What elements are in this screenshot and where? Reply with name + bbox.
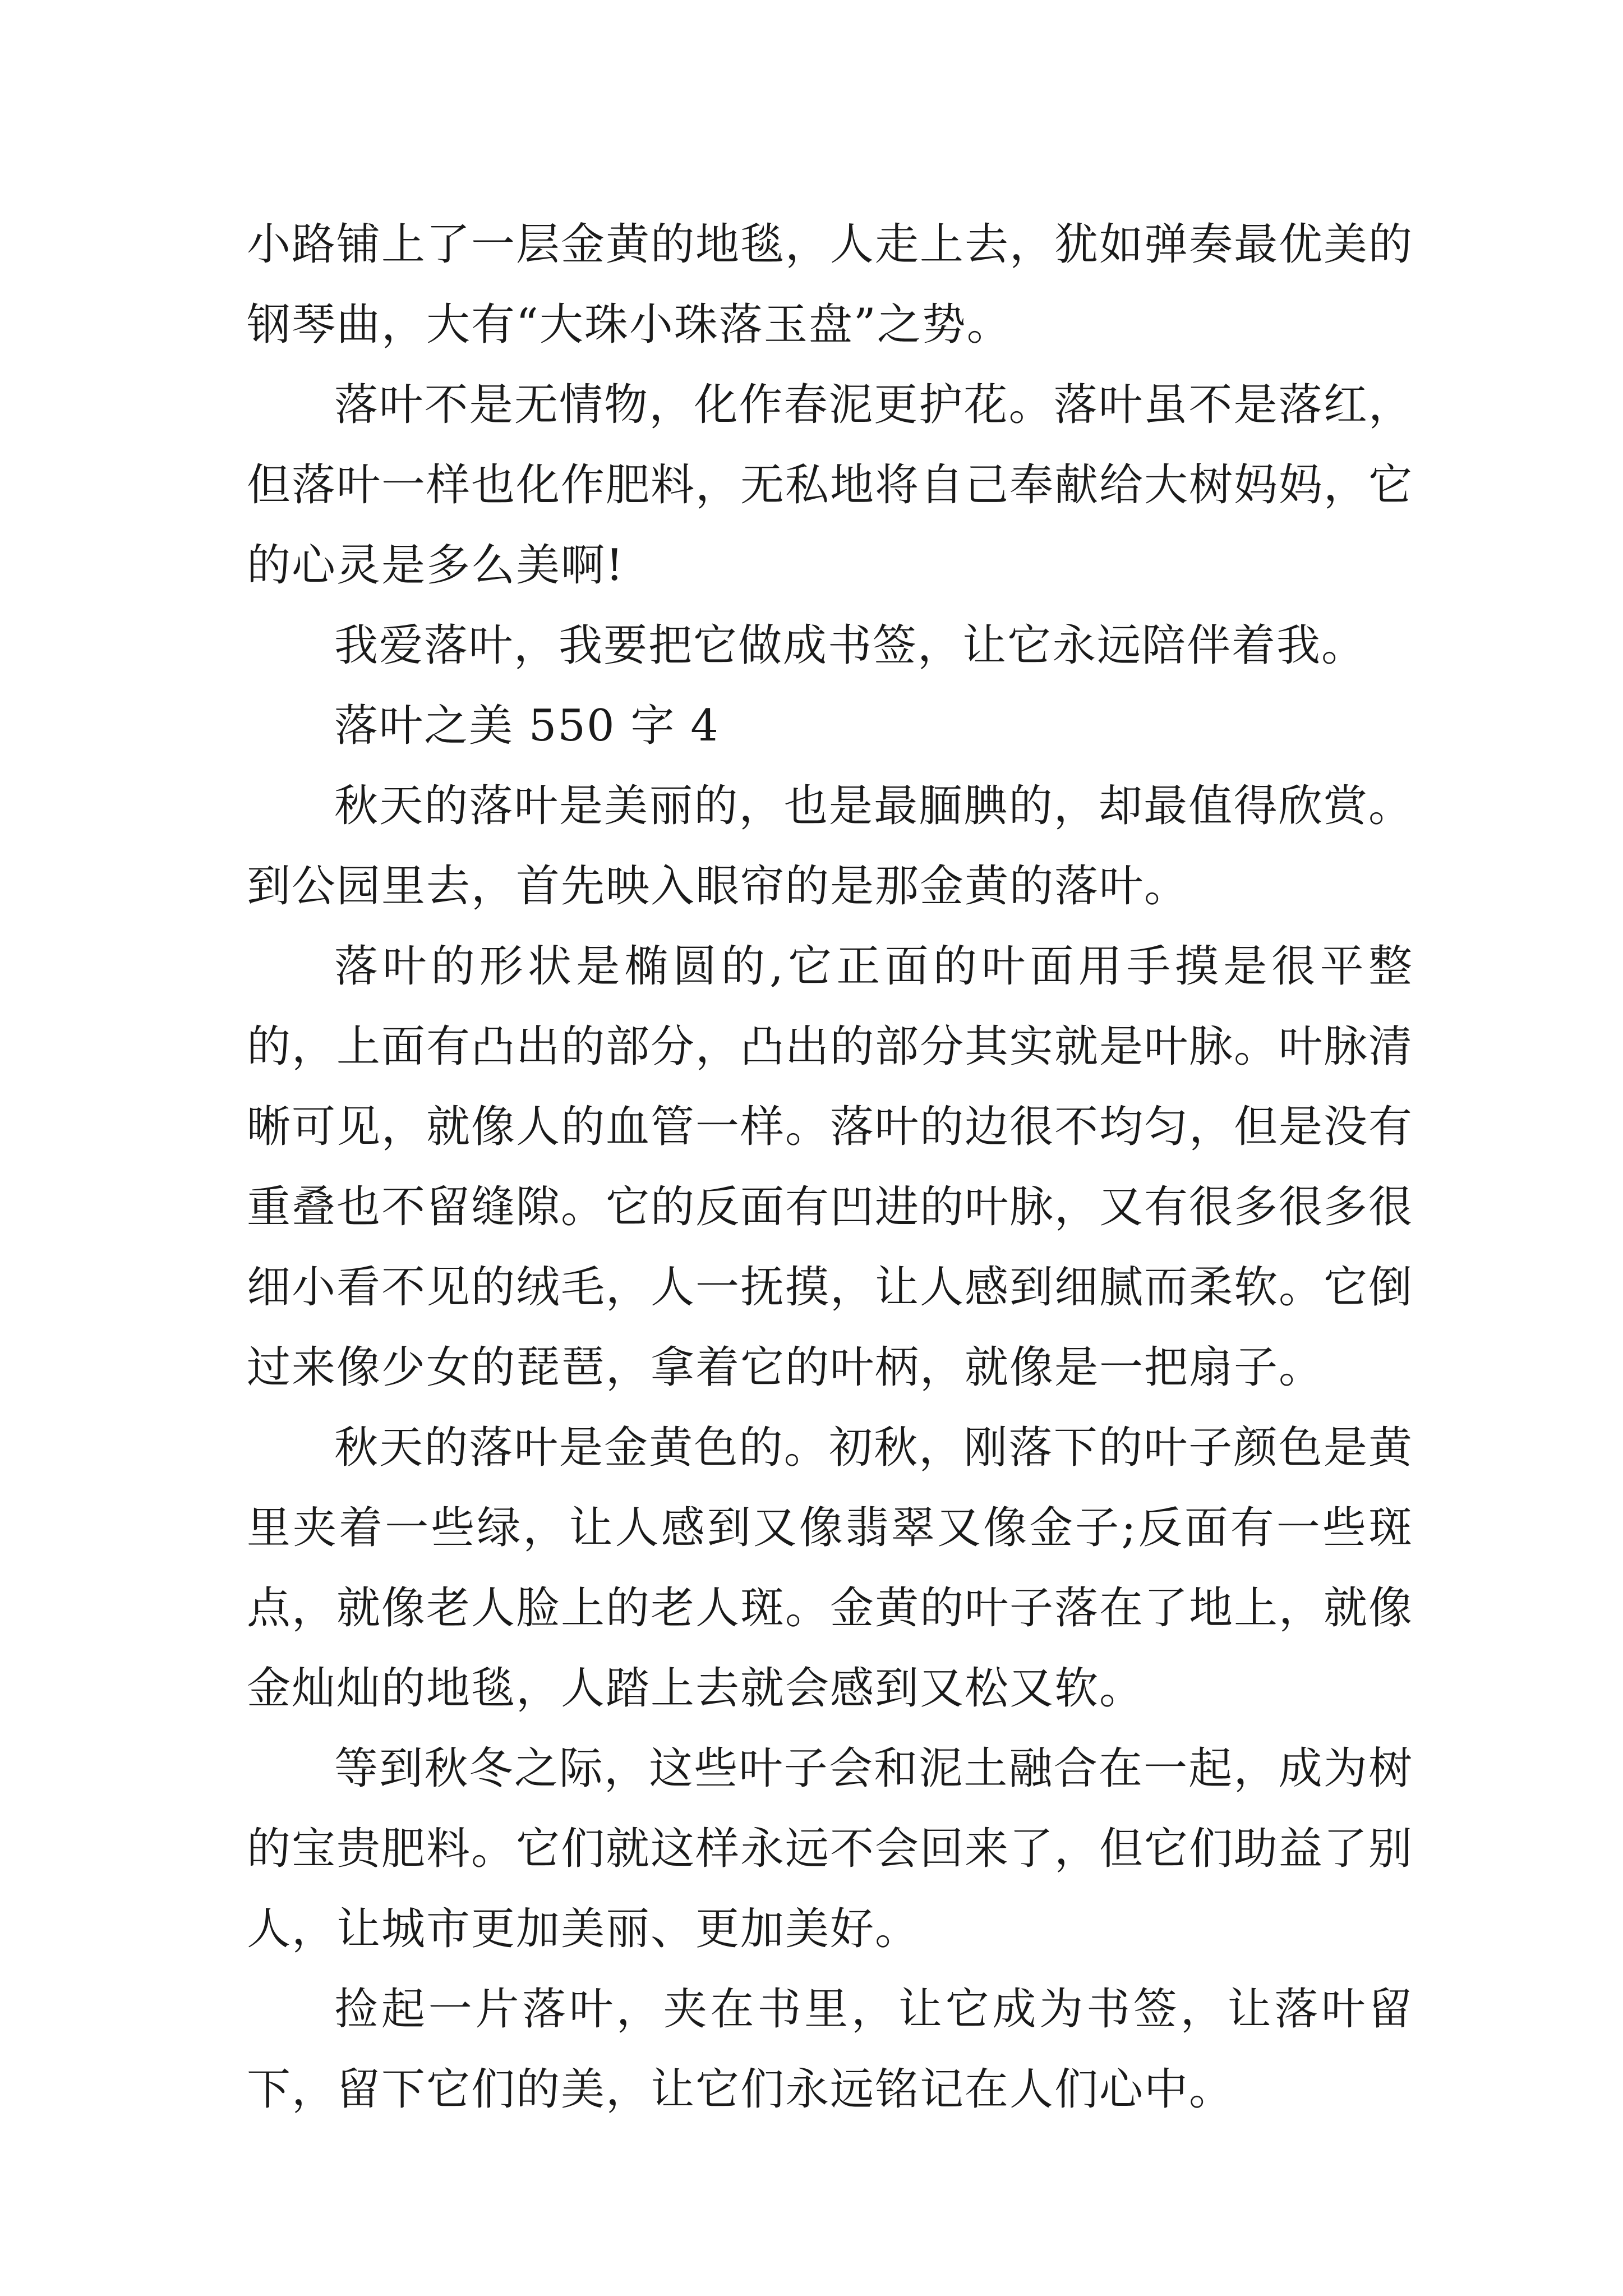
paragraph: 捡起一片落叶，夹在书里，让它成为书签，让落叶留下，留下它们的美，让它们永远铭记在人们心中。: [247, 1984, 1413, 2115]
paragraph: 落叶不是无情物，化作春泥更护花。落叶虽不是落红，但落叶一样也化作肥料，无私地将自己奉献给大树妈妈，它的心灵是多么美啊!: [247, 380, 1414, 591]
document-body: [247, 205, 1413, 2130]
paragraph: 我爱落叶，我要把它做成书签，让它永远陪伴着我。: [334, 620, 1367, 671]
section-heading: 落叶之美 550 字 4: [334, 701, 720, 751]
paragraph: 小路铺上了一层金黄的地毯，人走上去，犹如弹奏最优美的钢琴曲，大有“大珠小珠落玉盘”之势。: [247, 219, 1414, 350]
paragraph: 秋天的落叶是美丽的，也是最腼腆的，却最值得欣赏。到公园里去，首先映入眼帘的是那金黄的落叶。: [247, 781, 1413, 912]
paragraph: 等到秋冬之际，这些叶子会和泥土融合在一起，成为树的宝贵肥料。它们就这样永远不会回来了，但它们助益了别人，让城市更加美丽、更加美好。: [247, 1743, 1414, 1954]
paragraph: 秋天的落叶是金黄色的。初秋，刚落下的叶子颜色是黄里夹着一些绿，让人感到又像翡翠又像金子;反面有一些斑点，就像老人脸上的老人斑。金黄的叶子落在了地上，就像金灿灿的地毯，人踏上去就会感到又松又软。: [247, 1423, 1414, 1714]
paragraph: 落叶的形状是椭圆的,它正面的叶面用手摸是很平整的，上面有凸出的部分，凸出的部分其实就是叶脉。叶脉清晰可见，就像人的血管一样。落叶的边很不均匀，但是没有重叠也不留缝隙。它的反面有凹进的叶脉，又有很多很多很细小看不见的绒毛，人一抚摸，让人感到细腻而柔软。它倒过来像少女的琵琶，拿着它的叶柄，就像是一把扇子。: [247, 941, 1414, 1393]
